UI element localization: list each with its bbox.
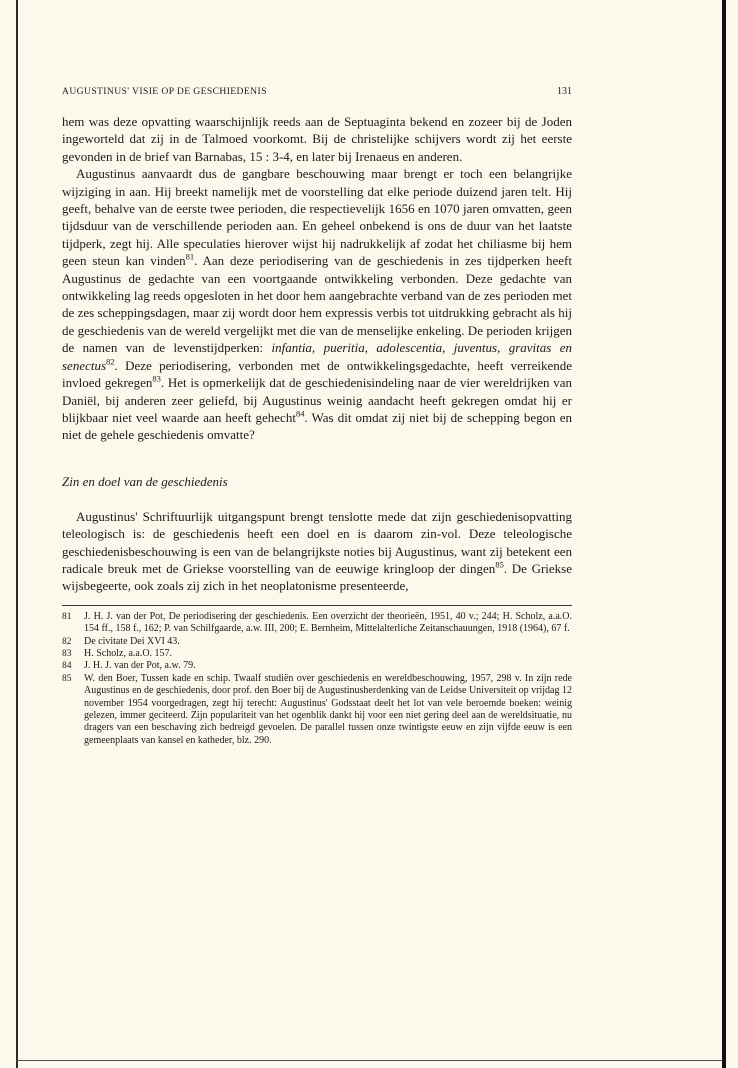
life-ages-latin: infantia, pueritia, adolescentia, juventus, gravitas en senectus <box>62 340 572 373</box>
footnote <box>62 660 572 672</box>
footnote-ref-82[interactable]: 82 <box>106 356 115 367</box>
page-right-edge <box>722 0 726 1068</box>
page-left-edge <box>16 0 18 1068</box>
footnote <box>62 636 572 648</box>
book-page <box>62 86 572 747</box>
page-number: 131 <box>557 86 572 97</box>
paragraph-2 <box>62 165 572 444</box>
paragraph-1: hem was deze opvatting waarschijnlijk reeds aan de Septuaginta bekend en zozeer bij de Joden ingeworteld dat zij in de Talmoed voorkomt. Bij de christelijke schijvers wordt zij het eerste gevonden in de brief van Barnabas, 15 : 3-4, en later bij Irenaeus en anderen. <box>62 114 572 164</box>
footnote-number: 83 <box>62 648 72 659</box>
footnote-text: J. H. J. van der Pot, a.w. 79. <box>84 660 196 672</box>
footnote-ref-83[interactable]: 83 <box>152 373 161 384</box>
footnote-number: 85 <box>62 673 72 684</box>
footnote <box>62 611 572 636</box>
footnote-ref-84[interactable]: 84 <box>295 408 305 419</box>
footnote-number: 81 <box>62 611 72 622</box>
paragraph-2-text-b: . Aan deze periodisering van de geschiedenis in zes tijdperken heeft Augustinus de gedachte van een voortgaande ontwikkeling verbonden. Deze gedachte van ontwikkeling lag reeds opgesloten in het door hem aangebrachte verband van de zes perioden met de zes scheppingsdagen, maar zij wordt door hem expressis verbis tot uitdrukking gebracht als hij de geschiedenis van de wereld vergelijkt met die van de menselijke enkeling. De perioden krijgen de namen van de levenstijdperken: <box>62 253 572 356</box>
footnote-text: H. Scholz, a.a.O. 157. <box>84 647 173 659</box>
running-head <box>62 86 572 97</box>
footnote-text: J. H. J. van der Pot, De periodisering der geschiedenis. Een overzicht der theorieën, 1951, 40 v.; 244; H. Scholz, a.a.O. 154 ff., 158 f., 162; P. van Schilfgaarde, a.w. III, 200; E. Bernheim, Mittelalterliche Zeitanschauungen, 1918 (1964), 67 f. <box>84 610 572 635</box>
section-heading: Zin en doel van de geschiedenis <box>62 473 228 489</box>
footnote-text: W. den Boer, Tussen kade en schip. Twaalf studiën over geschiedenis en wereldbeschouwing, 1957, 298 v. In zijn rede Augustinus en de geschiedenis, door prof. den Boer bij de Augustinusherdenking van de Leidse Universiteit op vrijdag 12 november 1954 voorgedragen, zegt hij terecht: Augustinus' Godsstaat deelt het lot van vele beroemde boeken: weinig gelezen, immer geciteerd. Zijn populariteit van het ogenblik dankt hij voor een niet gering deel aan de wereldsituatie, nu dragers van een beschaving zich bedreigd gevoelen. De parallel tussen onze twintigste eeuw en zijn vijfde eeuw is een gemeenplaats van kansel en katheder, blz. 290. <box>84 672 572 746</box>
footnote-number: 84 <box>62 661 72 672</box>
running-title: AUGUSTINUS' VISIE OP DE GESCHIEDENIS <box>62 86 267 97</box>
footnotes <box>62 605 572 747</box>
paragraph-2-text-a: Augustinus aanvaardt dus de gangbare beschouwing maar brengt er toch een belangrijke wijziging in aan. Hij breekt namelijk met de voorstelling dat elke periode duizend jaren telt. Hij geeft, behalve van de eerste twee perioden, die respectievelijk 1656 en 1070 jaren omvatten, geen tijdsduur van de verschillende perioden aan. En geheel onbekend is ons de duur van het laatste tijdperk, zegt hij. Alle speculaties hierover wijst hij nadrukkelijk af zodat het chiliasme bij hem geen steun kan vinden <box>62 166 572 269</box>
page-bottom-edge <box>16 1060 722 1061</box>
paragraph-3-text-b: . De Griekse wijsbegeerte, ook zoals zij zich in het neoplatonisme presenteerde, <box>62 560 572 594</box>
footnote <box>62 673 572 747</box>
paragraph-2-text-e: . Was dit omdat zij niet bij de schepping begon en niet de gehele geschiedenis omvatte? <box>62 409 572 443</box>
paragraph-3 <box>62 508 572 595</box>
footnote-ref-85[interactable]: 85 <box>495 559 504 570</box>
paragraph-2-text-c: . Deze periodisering, verbonden met de ontwikkelingsgedachte, heeft verreikende invloed gekregen <box>62 357 572 391</box>
footnote <box>62 648 572 660</box>
paragraph-2-text-d: . Het is opmerkelijk dat de geschiedenisindeling naar de vier wereldrijken van Daniël, bij anderen zeer geliefd, bij Augustinus weinig aandacht heeft gekregen omdat hij er blijkbaar niet veel waarde aan heeft gehecht <box>62 375 572 425</box>
footnote-text: De civitate Dei XVI 43. <box>84 635 180 647</box>
footnote-number: 82 <box>62 636 72 647</box>
footnote-ref-81[interactable]: 81 <box>185 251 195 262</box>
paragraph-3-text-a: Augustinus' Schriftuurlijk uitgangspunt brengt tenslotte mede dat zijn geschiedenisopvatting teleologisch is: de geschiedenis heeft een doel en is daarom zin-vol. Deze teleologische geschiedenisbeschouwing is een van de belangrijkste noties bij Augustinus, want zij betekent een radicale breuk met de Griekse voorstelling van de eeuwige kringloop der dingen <box>62 508 572 576</box>
